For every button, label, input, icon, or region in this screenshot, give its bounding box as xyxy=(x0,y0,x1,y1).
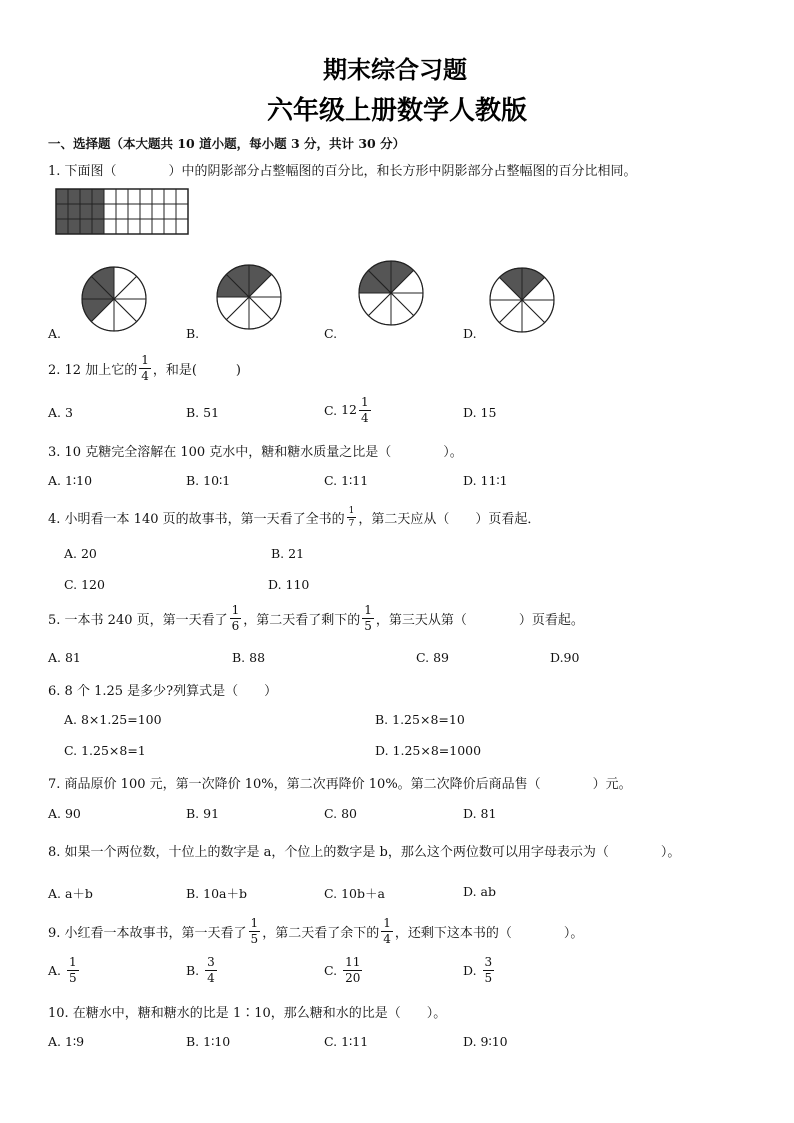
question-9-option-c[interactable] xyxy=(324,956,364,985)
question-8-option-b[interactable]: B. 10a＋b xyxy=(186,886,247,901)
question-10-option-a[interactable]: A. 1∶9 xyxy=(48,1034,85,1049)
fraction xyxy=(362,604,374,633)
grid-cell-shaded xyxy=(92,189,104,204)
fraction-denominator: 5 xyxy=(69,971,77,985)
grid-cell xyxy=(176,204,188,219)
grid-cell xyxy=(152,189,164,204)
grid-cell xyxy=(128,189,140,204)
fraction-numerator: 1 xyxy=(360,395,369,409)
grid-cell xyxy=(104,204,116,219)
fraction-denominator: 4 xyxy=(207,971,215,985)
question-3-option-c[interactable]: C. 1∶11 xyxy=(324,473,369,488)
fraction xyxy=(359,396,371,425)
grid-cell xyxy=(164,219,176,234)
grid-cell-shaded xyxy=(92,204,104,219)
fraction-denominator: 5 xyxy=(364,619,372,633)
option-label: A. xyxy=(48,963,62,978)
question-1-grid-figure xyxy=(56,189,186,239)
question-1-option-b[interactable]: B. xyxy=(186,326,200,341)
grid-cell xyxy=(140,204,152,219)
question-2-option-c[interactable] xyxy=(324,396,373,425)
question-5-text xyxy=(48,604,584,633)
question-1-option-b-pie xyxy=(215,263,283,331)
question-3-option-d[interactable]: D. 11∶1 xyxy=(463,473,508,488)
question-1-option-a-pie xyxy=(80,265,148,333)
fraction-numerator: 1 xyxy=(364,603,372,617)
grid-cell xyxy=(152,204,164,219)
fraction-numerator: 3 xyxy=(484,955,493,969)
question-2-option-d[interactable]: D. 15 xyxy=(463,405,497,420)
question-5-option-d[interactable]: D.90 xyxy=(550,650,580,665)
question-5-text-mid: ，第二天看了剩下的 xyxy=(243,613,361,628)
page-subtitle: 六年级上册数学人教版 xyxy=(266,96,527,126)
question-7-option-c[interactable]: C. 80 xyxy=(324,806,357,821)
grid-cell xyxy=(164,189,176,204)
grid-cell xyxy=(128,219,140,234)
question-1-option-c[interactable]: C. xyxy=(324,326,338,341)
fraction-numerator: 1 xyxy=(231,603,240,617)
fraction xyxy=(230,604,242,633)
grid-cell-shaded xyxy=(92,219,104,234)
question-4-option-b[interactable]: B. 21 xyxy=(271,546,305,561)
grid-cell xyxy=(140,189,152,204)
question-6-option-c[interactable]: C. 1.25×8=1 xyxy=(64,743,146,758)
question-6-text: 6. 8 个 1.25 是多少?列算式是（ ） xyxy=(48,684,278,699)
question-2-text-post: ，和是( ) xyxy=(152,363,242,378)
section-heading: 一、选择题（本大题共 10 道小题，每小题 3 分，共计 30 分） xyxy=(48,136,406,151)
grid-cell-shaded xyxy=(80,219,92,234)
question-9-option-d[interactable] xyxy=(463,956,496,985)
grid-cell-shaded xyxy=(56,189,68,204)
question-4-text xyxy=(48,506,540,529)
fraction-numerator: 1 xyxy=(348,506,355,516)
option-label: C. xyxy=(324,403,338,418)
fraction-denominator: 4 xyxy=(383,932,391,946)
fraction-numerator: 1 xyxy=(69,955,77,969)
fraction xyxy=(205,956,217,985)
question-3-option-a[interactable]: A. 1∶10 xyxy=(48,473,93,488)
question-9-text-pre: 9. 小红看一本故事书，第一天看了 xyxy=(48,926,247,941)
option-label: C. xyxy=(324,963,338,978)
question-7-option-a[interactable]: A. 90 xyxy=(48,806,81,821)
question-9-option-a[interactable] xyxy=(48,956,81,985)
question-9-option-b[interactable] xyxy=(186,956,219,985)
grid-cell-shaded xyxy=(80,189,92,204)
fraction-numerator: 1 xyxy=(383,916,391,930)
fraction xyxy=(483,956,495,985)
question-4-text-pre: 4. 小明看一本 140 页的故事书，第一天看了全书的 xyxy=(48,512,345,527)
fraction-denominator: 5 xyxy=(484,971,493,985)
question-2-text-pre: 2. 12 加上它的 xyxy=(48,363,138,378)
question-6-option-a[interactable]: A. 8×1.25=100 xyxy=(64,712,162,727)
question-5-text-pre: 5. 一本书 240 页，第一天看了 xyxy=(48,613,228,628)
fraction-denominator: 4 xyxy=(360,411,369,425)
fraction xyxy=(381,917,393,946)
question-5-option-c[interactable]: C. 89 xyxy=(416,650,449,665)
grid-cell xyxy=(140,219,152,234)
question-8-option-c[interactable]: C. 10b＋a xyxy=(324,886,385,901)
grid-cell xyxy=(164,204,176,219)
question-10-option-b[interactable]: B. 1∶10 xyxy=(186,1034,231,1049)
question-6-option-b[interactable]: B. 1.25×8=10 xyxy=(375,712,465,727)
grid-cell xyxy=(176,189,188,204)
question-1-text: 1. 下面图（ ）中的阴影部分占整幅图的百分比，和长方形中阴影部分占整幅图的百分比相同。 xyxy=(48,164,637,179)
question-10-option-d[interactable]: D. 9∶10 xyxy=(463,1034,508,1049)
fraction-denominator: 4 xyxy=(141,369,149,383)
question-7-text: 7. 商品原价 100 元，第一次降价 10%，第二次再降价 10%。第二次降价后商品售（ ）元。 xyxy=(48,777,632,792)
question-5-text-post: ，第三天从第（ ）页看起。 xyxy=(375,613,584,628)
grid-cell-shaded xyxy=(68,189,80,204)
question-3-text: 3. 10 克糖完全溶解在 100 克水中，糖和糖水质量之比是（ ）。 xyxy=(48,445,463,460)
question-10-text: 10. 在糖水中，糖和糖水的比是 1∶10，那么糖和水的比是（ ）。 xyxy=(48,1006,447,1021)
option-label: B. xyxy=(186,963,200,978)
question-8-option-a[interactable]: A. a＋b xyxy=(48,886,93,901)
question-10-option-c[interactable]: C. 1∶11 xyxy=(324,1034,369,1049)
question-2-option-b[interactable]: B. 51 xyxy=(186,405,220,420)
question-5-option-a[interactable]: A. 81 xyxy=(48,650,81,665)
question-2-option-a[interactable]: A. 3 xyxy=(48,405,73,420)
fraction-denominator: 5 xyxy=(250,932,259,946)
fraction-denominator: 7 xyxy=(348,519,355,529)
question-3-option-b[interactable]: B. 10∶1 xyxy=(186,473,231,488)
fraction xyxy=(67,956,79,985)
page-title: 期末综合习题 xyxy=(323,55,467,84)
question-4-option-d[interactable]: D. 110 xyxy=(268,577,310,592)
question-2-text xyxy=(48,354,241,383)
question-1-option-a[interactable]: A. xyxy=(48,326,62,341)
grid-cell xyxy=(116,219,128,234)
question-5-option-b[interactable]: B. 88 xyxy=(232,650,266,665)
grid-cell-shaded xyxy=(68,219,80,234)
fraction xyxy=(347,506,357,529)
grid-cell xyxy=(176,219,188,234)
grid-cell-shaded xyxy=(68,204,80,219)
option-label: D. xyxy=(463,963,477,978)
grid-cell-shaded xyxy=(80,204,92,219)
question-7-option-d[interactable]: D. 81 xyxy=(463,806,497,821)
question-9-text xyxy=(48,917,583,946)
grid-cell xyxy=(104,189,116,204)
question-4-text-post: ，第二天应从（ ）页看起． xyxy=(358,512,541,527)
fraction-numerator: 1 xyxy=(141,353,149,367)
question-4-option-c[interactable]: C. 120 xyxy=(64,577,105,592)
question-1-option-d-pie xyxy=(488,266,556,334)
question-9-text-post: ，还剩下这本书的（ ）。 xyxy=(394,926,584,941)
question-9-text-mid: ，第二天看了余下的 xyxy=(262,926,380,941)
fraction-denominator: 20 xyxy=(345,971,361,985)
question-7-option-b[interactable]: B. 91 xyxy=(186,806,220,821)
grid-cell xyxy=(104,219,116,234)
question-1-option-d[interactable]: D. xyxy=(463,326,477,341)
fraction xyxy=(343,956,362,985)
fraction xyxy=(139,354,151,383)
grid-cell xyxy=(128,204,140,219)
fraction-numerator: 11 xyxy=(345,955,361,969)
question-8-text: 8. 如果一个两位数，十位上的数字是 a，个位上的数字是 b，那么这个两位数可以用字母表示为（ ）。 xyxy=(48,845,681,860)
fraction-numerator: 1 xyxy=(250,916,259,930)
question-6-option-d[interactable]: D. 1.25×8=1000 xyxy=(375,743,482,758)
question-8-option-d[interactable]: D. ab xyxy=(463,884,496,899)
grid-cell-shaded xyxy=(56,219,68,234)
question-4-option-a[interactable]: A. 20 xyxy=(64,546,97,561)
grid-cell xyxy=(116,189,128,204)
fraction-numerator: 3 xyxy=(207,955,215,969)
grid-cell xyxy=(152,219,164,234)
grid-cell xyxy=(116,204,128,219)
question-1-option-c-pie xyxy=(357,259,425,327)
fraction-denominator: 6 xyxy=(231,619,240,633)
grid-cell-shaded xyxy=(56,204,68,219)
mixed-number-whole: 12 xyxy=(341,402,357,417)
fraction xyxy=(249,917,261,946)
